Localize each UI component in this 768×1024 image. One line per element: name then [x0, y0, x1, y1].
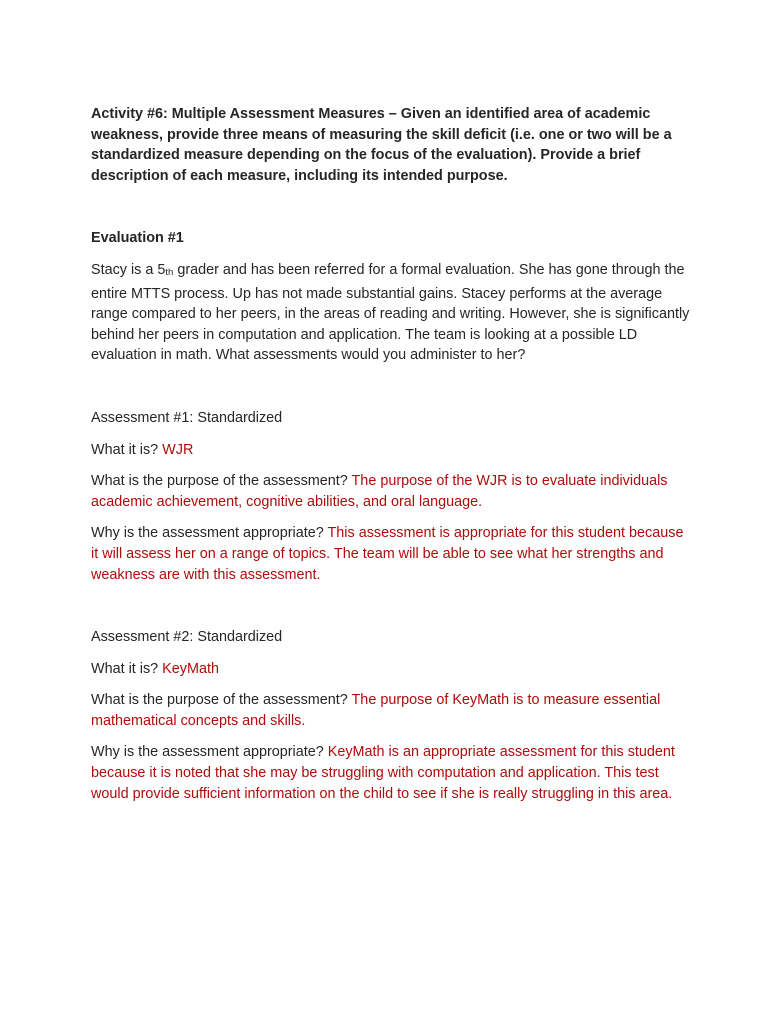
assessment-2-purpose-answer: The purpose of KeyMath is to measure essential mathematical concepts and skills. — [91, 692, 661, 729]
scenario-text-rest: grader and has been referred for a formal evaluation. She has gone through the entire MTTS process. Up has not made substantial gains. Stacey performs at the average range compared to her peers, in the areas of reading and writing. However, she is significantly behind her peers in computation and application. The team is looking at a possible LD evaluation in math. What assessments would you administer to her? — [91, 261, 690, 364]
document-page — [91, 104, 691, 815]
assessment-1-what-answer: WJR — [158, 441, 194, 458]
activity-heading — [91, 104, 691, 186]
assessment-1-label: Assessment #1: Standardized — [91, 409, 283, 426]
activity-title-body: Given an identified area of academic weakness, provide three means of measuring the skill deficit (i.e. one or two will be a standardized measure depending on the focus of the evaluation). Provide a brief description of each measure, including its intended purpose. — [91, 106, 672, 184]
scenario-text-start: Stacy is a 5 — [91, 261, 166, 278]
evaluation-scenario — [91, 260, 691, 366]
assessment-1-why — [91, 523, 691, 585]
assessment-2-what-question: What it is? — [91, 660, 159, 677]
assessment-2-purpose-question: What is the purpose of the assessment? — [91, 692, 348, 709]
assessment-1-what — [91, 440, 691, 461]
assessment-2-why — [91, 742, 691, 804]
assessment-1-why-question: Why is the assessment appropriate? — [91, 525, 324, 542]
assessment-2-why-question: Why is the assessment appropriate? — [91, 744, 324, 761]
evaluation-title: Evaluation #1 — [91, 230, 184, 247]
assessment-1-purpose — [91, 471, 691, 512]
assessment-2-purpose — [91, 690, 691, 731]
activity-title-prefix: Activity #6: Multiple Assessment Measures — [91, 106, 385, 122]
ordinal-suffix: th — [165, 266, 174, 278]
assessment-2-what — [91, 659, 691, 680]
activity-title-dash: – — [384, 106, 401, 122]
assessment-1-purpose-answer: The purpose of the WJR is to evaluate individuals academic achievement, cognitive abilities, and oral language. — [91, 473, 668, 510]
assessment-2-label: Assessment #2: Standardized — [91, 629, 283, 646]
assessment-1-why-answer: This assessment is appropriate for this student because it will assess her on a range of topics. The team will be able to see what her strengths and weakness are with this assessment. — [91, 525, 684, 583]
assessment-2-why-answer: KeyMath is an appropriate assessment for this student because it is noted that she may be struggling with computation and application. This test would provide sufficient information on the child to see if she is really struggling in this area. — [91, 744, 675, 802]
assessment-1-purpose-question: What is the purpose of the assessment? — [91, 473, 348, 490]
assessment-1-what-question: What it is? — [91, 441, 159, 458]
assessment-2-what-answer: KeyMath — [158, 660, 219, 677]
